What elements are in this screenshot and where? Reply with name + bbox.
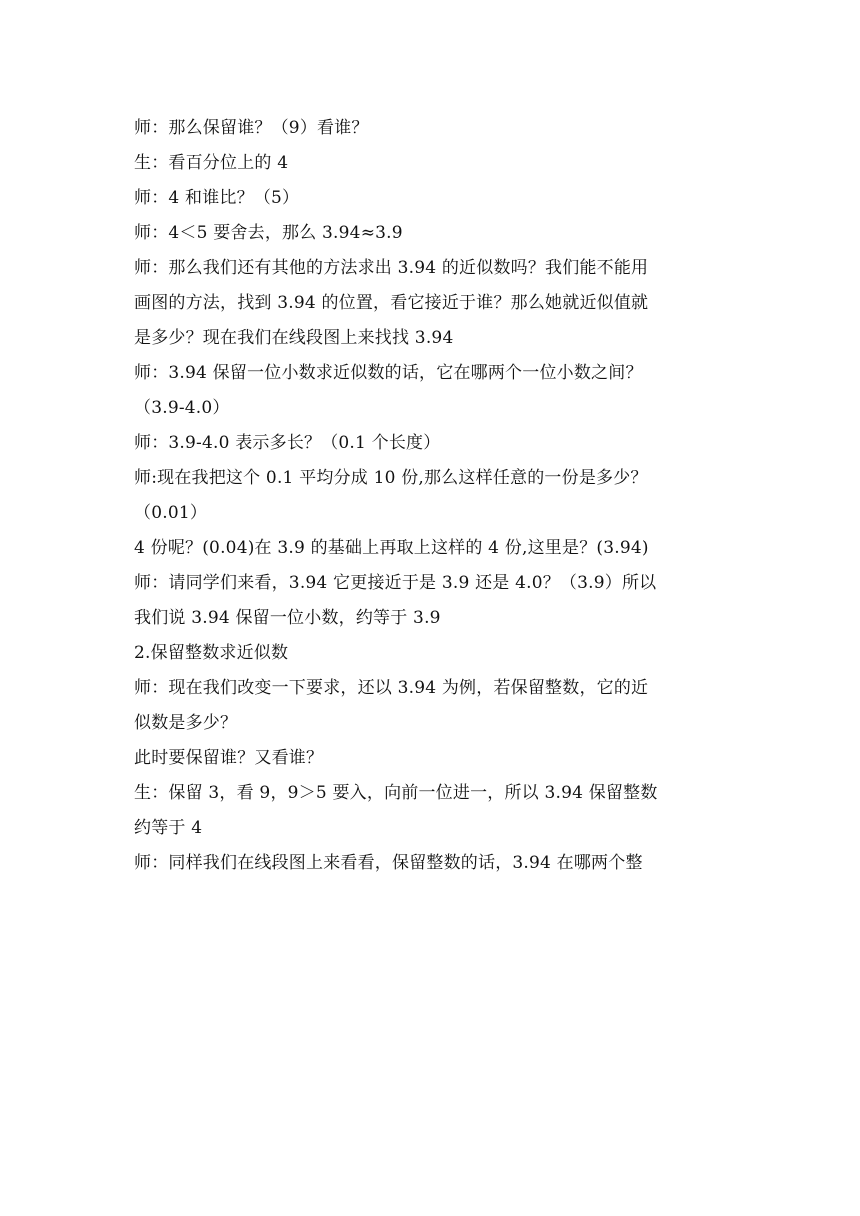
text-line: 师：3.9-4.0 表示多长？（0.1 个长度） (134, 433, 441, 453)
text-line: 约等于 4 (134, 818, 203, 838)
text-line: 师：4 和谁比？（5） (134, 188, 300, 208)
text-line: （3.9-4.0） (134, 398, 230, 418)
text-line: 师：那么我们还有其他的方法求出 3.94 的近似数吗？我们能不能用 (134, 258, 649, 278)
text-line: 4 份呢？(0.04)在 3.9 的基础上再取上这样的 4 份,这里是？(3.94) (134, 538, 649, 558)
text-line: 生：看百分位上的 4 (134, 153, 289, 173)
text-line: 我们说 3.94 保留一位小数，约等于 3.9 (134, 608, 441, 628)
text-line: 师：4＜5 要舍去，那么 3.94≈3.9 (134, 223, 403, 243)
document-page (134, 111, 734, 881)
text-line: 师：3.94 保留一位小数求近似数的话，它在哪两个一位小数之间？ (134, 363, 643, 383)
text-line: 师：请同学们来看，3.94 它更接近于是 3.9 还是 4.0？（3.9）所以 (134, 573, 657, 593)
text-line: 师：现在我们改变一下要求，还以 3.94 为例，若保留整数，它的近 (134, 678, 649, 698)
text-line: （0.01） (134, 503, 208, 523)
text-line: 是多少？现在我们在线段图上来找找 3.94 (134, 328, 454, 348)
text-line: 生：保留 3，看 9，9＞5 要入，向前一位进一，所以 3.94 保留整数 (134, 783, 658, 803)
text-line: 似数是多少？ (134, 713, 238, 733)
text-line: 师：那么保留谁？（9）看谁？ (134, 118, 369, 138)
text-line: 画图的方法，找到 3.94 的位置，看它接近于谁？那么她就近似值就 (134, 293, 649, 313)
section-heading: 2.保留整数求近似数 (134, 643, 289, 663)
text-line: 此时要保留谁？又看谁？ (134, 748, 324, 768)
text-line: 师:现在我把这个 0.1 平均分成 10 份,那么这样任意的一份是多少？ (134, 468, 648, 488)
text-line: 师：同样我们在线段图上来看看，保留整数的话，3.94 在哪两个整 (134, 853, 643, 873)
